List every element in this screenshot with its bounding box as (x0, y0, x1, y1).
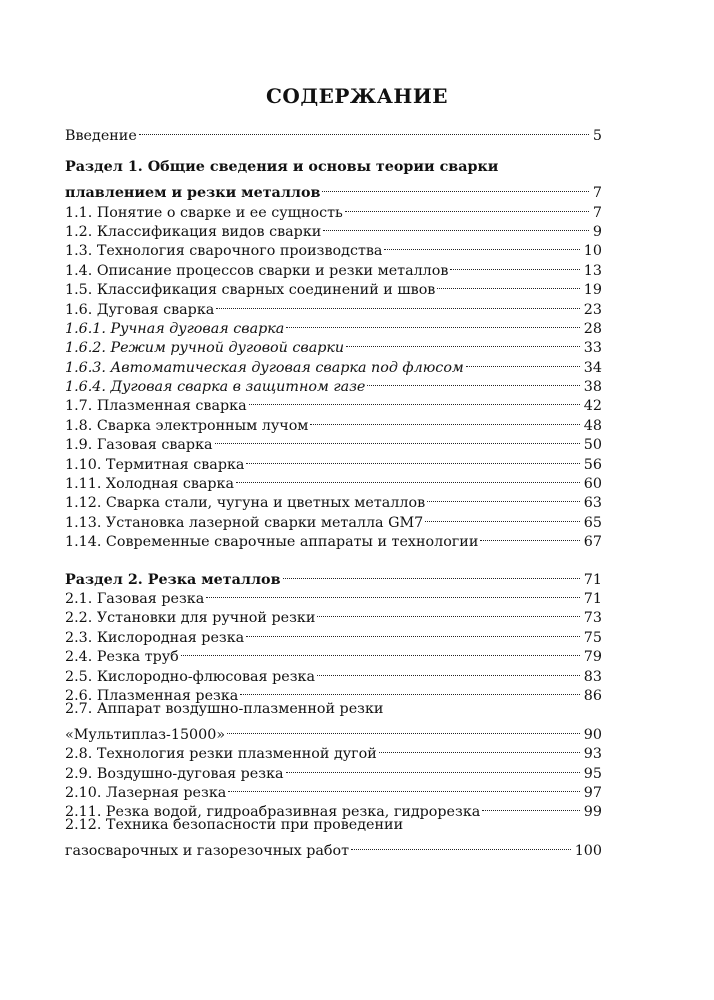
toc-entry-label: 2.5. Кислородно-флюсовая резка (65, 668, 315, 685)
page-title: СОДЕРЖАНИЕ (266, 84, 448, 108)
dot-leader (236, 469, 580, 488)
dot-leader (249, 391, 580, 410)
dot-leader (425, 507, 580, 526)
dot-leader (139, 121, 589, 140)
dot-leader (317, 603, 579, 622)
dot-leader (206, 584, 580, 603)
toc-entry-page: 67 (583, 534, 602, 551)
dot-leader (216, 294, 580, 313)
toc-entry-page: 28 (583, 320, 602, 337)
toc-entry-page: 38 (583, 379, 602, 396)
dot-leader (246, 622, 580, 641)
dot-leader (437, 275, 579, 294)
dot-leader (480, 527, 579, 546)
toc-entry-label: 2.2. Установки для ручной резки (65, 610, 316, 627)
toc-entry-page: 93 (583, 746, 602, 763)
dot-leader (351, 836, 571, 855)
section-1-heading-line2[interactable] (65, 178, 602, 202)
toc-entry-label: 1.9. Газовая сварка (65, 437, 213, 454)
dot-leader (466, 352, 580, 371)
toc-entry-page: 33 (583, 340, 602, 357)
toc-entry-page: 10 (583, 243, 602, 260)
toc-entry-page: 99 (583, 804, 602, 821)
dot-leader (246, 449, 579, 468)
toc-entry-label: 2.4. Резка труб (65, 649, 179, 666)
dot-leader (228, 778, 580, 797)
toc-entry-page: 73 (583, 610, 602, 627)
table-of-contents (65, 121, 602, 860)
toc-entry-label: 1.14. Современные сварочные аппараты и технологии (65, 534, 479, 551)
toc-entry-label: 2.1. Газовая резка (65, 590, 205, 607)
toc-entry-label: 2.9. Воздушно-дуговая резка (65, 765, 284, 782)
section-heading-label: Раздел 1. Общие сведения и основы теории сварки (65, 159, 499, 176)
dot-leader (427, 488, 580, 507)
toc-entry-page: 48 (583, 417, 602, 434)
toc-entry-page: 13 (583, 262, 602, 279)
toc-entry-page: 86 (583, 687, 602, 704)
toc-entry-page: 97 (583, 784, 602, 801)
toc-entry-label: Введение (65, 128, 137, 145)
dot-leader (283, 564, 580, 583)
toc-entry-2-12-line2[interactable] (65, 836, 602, 860)
dot-leader (215, 430, 580, 449)
toc-entry-label: 1.4. Описание процессов сварки и резки металлов (65, 262, 449, 279)
toc-entry-page: 83 (583, 668, 602, 685)
dot-leader (450, 255, 579, 274)
dot-leader (384, 236, 579, 255)
toc-entry-page: 95 (583, 765, 602, 782)
toc-entry-label: 1.13. Установка лазерной сварки металла GM7 (65, 514, 424, 531)
toc-entry-page: 34 (583, 359, 602, 376)
section-heading-label: Раздел 2. Резка металлов (65, 571, 281, 588)
toc-entry-label: 1.6.1. Ручная дуговая сварка (65, 320, 285, 337)
toc-entry-page: 75 (583, 629, 602, 646)
toc-entry-page: 90 (583, 726, 602, 743)
dot-leader (322, 178, 588, 197)
toc-entry-page: 7 (592, 204, 602, 221)
dot-leader (379, 739, 580, 758)
dot-leader (367, 372, 579, 391)
dot-leader (310, 410, 579, 429)
toc-entry-page: 71 (583, 590, 602, 607)
dot-leader (346, 333, 580, 352)
dot-leader (323, 217, 589, 236)
dot-leader (482, 797, 580, 816)
toc-entry-page: 100 (574, 843, 602, 860)
toc-entry-page: 9 (592, 223, 602, 240)
toc-entry-label: 1.8. Сварка электронным лучом (65, 417, 309, 434)
toc-entry-page: 79 (583, 649, 602, 666)
section-heading-label: плавлением и резки металлов (65, 185, 321, 202)
toc-entry-label: 1.11. Холодная сварка (65, 476, 235, 493)
toc-entry-intro[interactable] (65, 121, 602, 145)
dot-leader (286, 758, 580, 777)
toc-entry-label: 1.3. Технология сварочного производства (65, 243, 383, 260)
section-1-heading-line1[interactable] (65, 158, 602, 177)
toc-entry-label: 2.10. Лазерная резка (65, 784, 227, 801)
toc-entry-page: 5 (592, 128, 602, 145)
toc-entry-page: 19 (583, 282, 602, 299)
toc-entry-page: 7 (592, 185, 602, 202)
toc-entry-label: 1.7. Плазменная сварка (65, 398, 247, 415)
toc-entry-label: 1.6.4. Дуговая сварка в защитном газе (65, 379, 366, 396)
toc-entry-page: 65 (583, 514, 602, 531)
toc-entry-2-7-line1[interactable] (65, 700, 602, 719)
toc-entry-label: 2.8. Технология резки плазменной дугой (65, 746, 377, 763)
toc-entry-label: 2.3. Кислородная резка (65, 629, 245, 646)
toc-entry-label: 2.11. Резка водой, гидроабразивная резка, гидрорезка (65, 804, 481, 821)
toc-entry-label: 2.12. Техника безопасности при проведении (65, 817, 404, 834)
toc-entry-label: 2.6. Плазменная резка (65, 687, 239, 704)
dot-leader (286, 314, 579, 333)
dot-leader (240, 681, 580, 700)
section-2-heading[interactable] (65, 564, 602, 588)
toc-entry-page: 50 (583, 437, 602, 454)
toc-entry-label: 1.10. Термитная сварка (65, 456, 245, 473)
dot-leader (227, 719, 580, 738)
toc-entry-page: 71 (583, 571, 602, 588)
dot-leader (345, 197, 589, 216)
toc-entry-page: 60 (583, 476, 602, 493)
toc-entry-label: 1.12. Сварка стали, чугуна и цветных металлов (65, 495, 426, 512)
toc-entry-page: 23 (583, 301, 602, 318)
toc-entry-label: газосварочных и газорезочных работ (65, 843, 350, 860)
toc-entry-label: 1.5. Классификация сварных соединений и швов (65, 282, 436, 299)
toc-entry-label: 1.6.3. Автоматическая дуговая сварка под флюсом (65, 359, 464, 376)
toc-entry-label: 1.6.2. Режим ручной дуговой сварки (65, 340, 345, 357)
toc-entry-label: 1.2. Классификация видов сварки (65, 223, 322, 240)
toc-entry-label: «Мультиплаз-15000» (65, 726, 226, 743)
dot-leader (181, 642, 580, 661)
toc-entry-label: 1.1. Понятие о сварке и ее сущность (65, 204, 343, 221)
toc-entry-page: 56 (583, 456, 602, 473)
toc-entry-label: 1.6. Дуговая сварка (65, 301, 215, 318)
toc-entry-2-7-line2[interactable] (65, 719, 602, 743)
dot-leader (317, 661, 580, 680)
toc-entry-label: 2.7. Аппарат воздушно-плазменной резки (65, 700, 384, 717)
toc-entry-page: 63 (583, 495, 602, 512)
toc-entry-2-12-line1[interactable] (65, 816, 602, 835)
toc-entry-page: 42 (583, 398, 602, 415)
